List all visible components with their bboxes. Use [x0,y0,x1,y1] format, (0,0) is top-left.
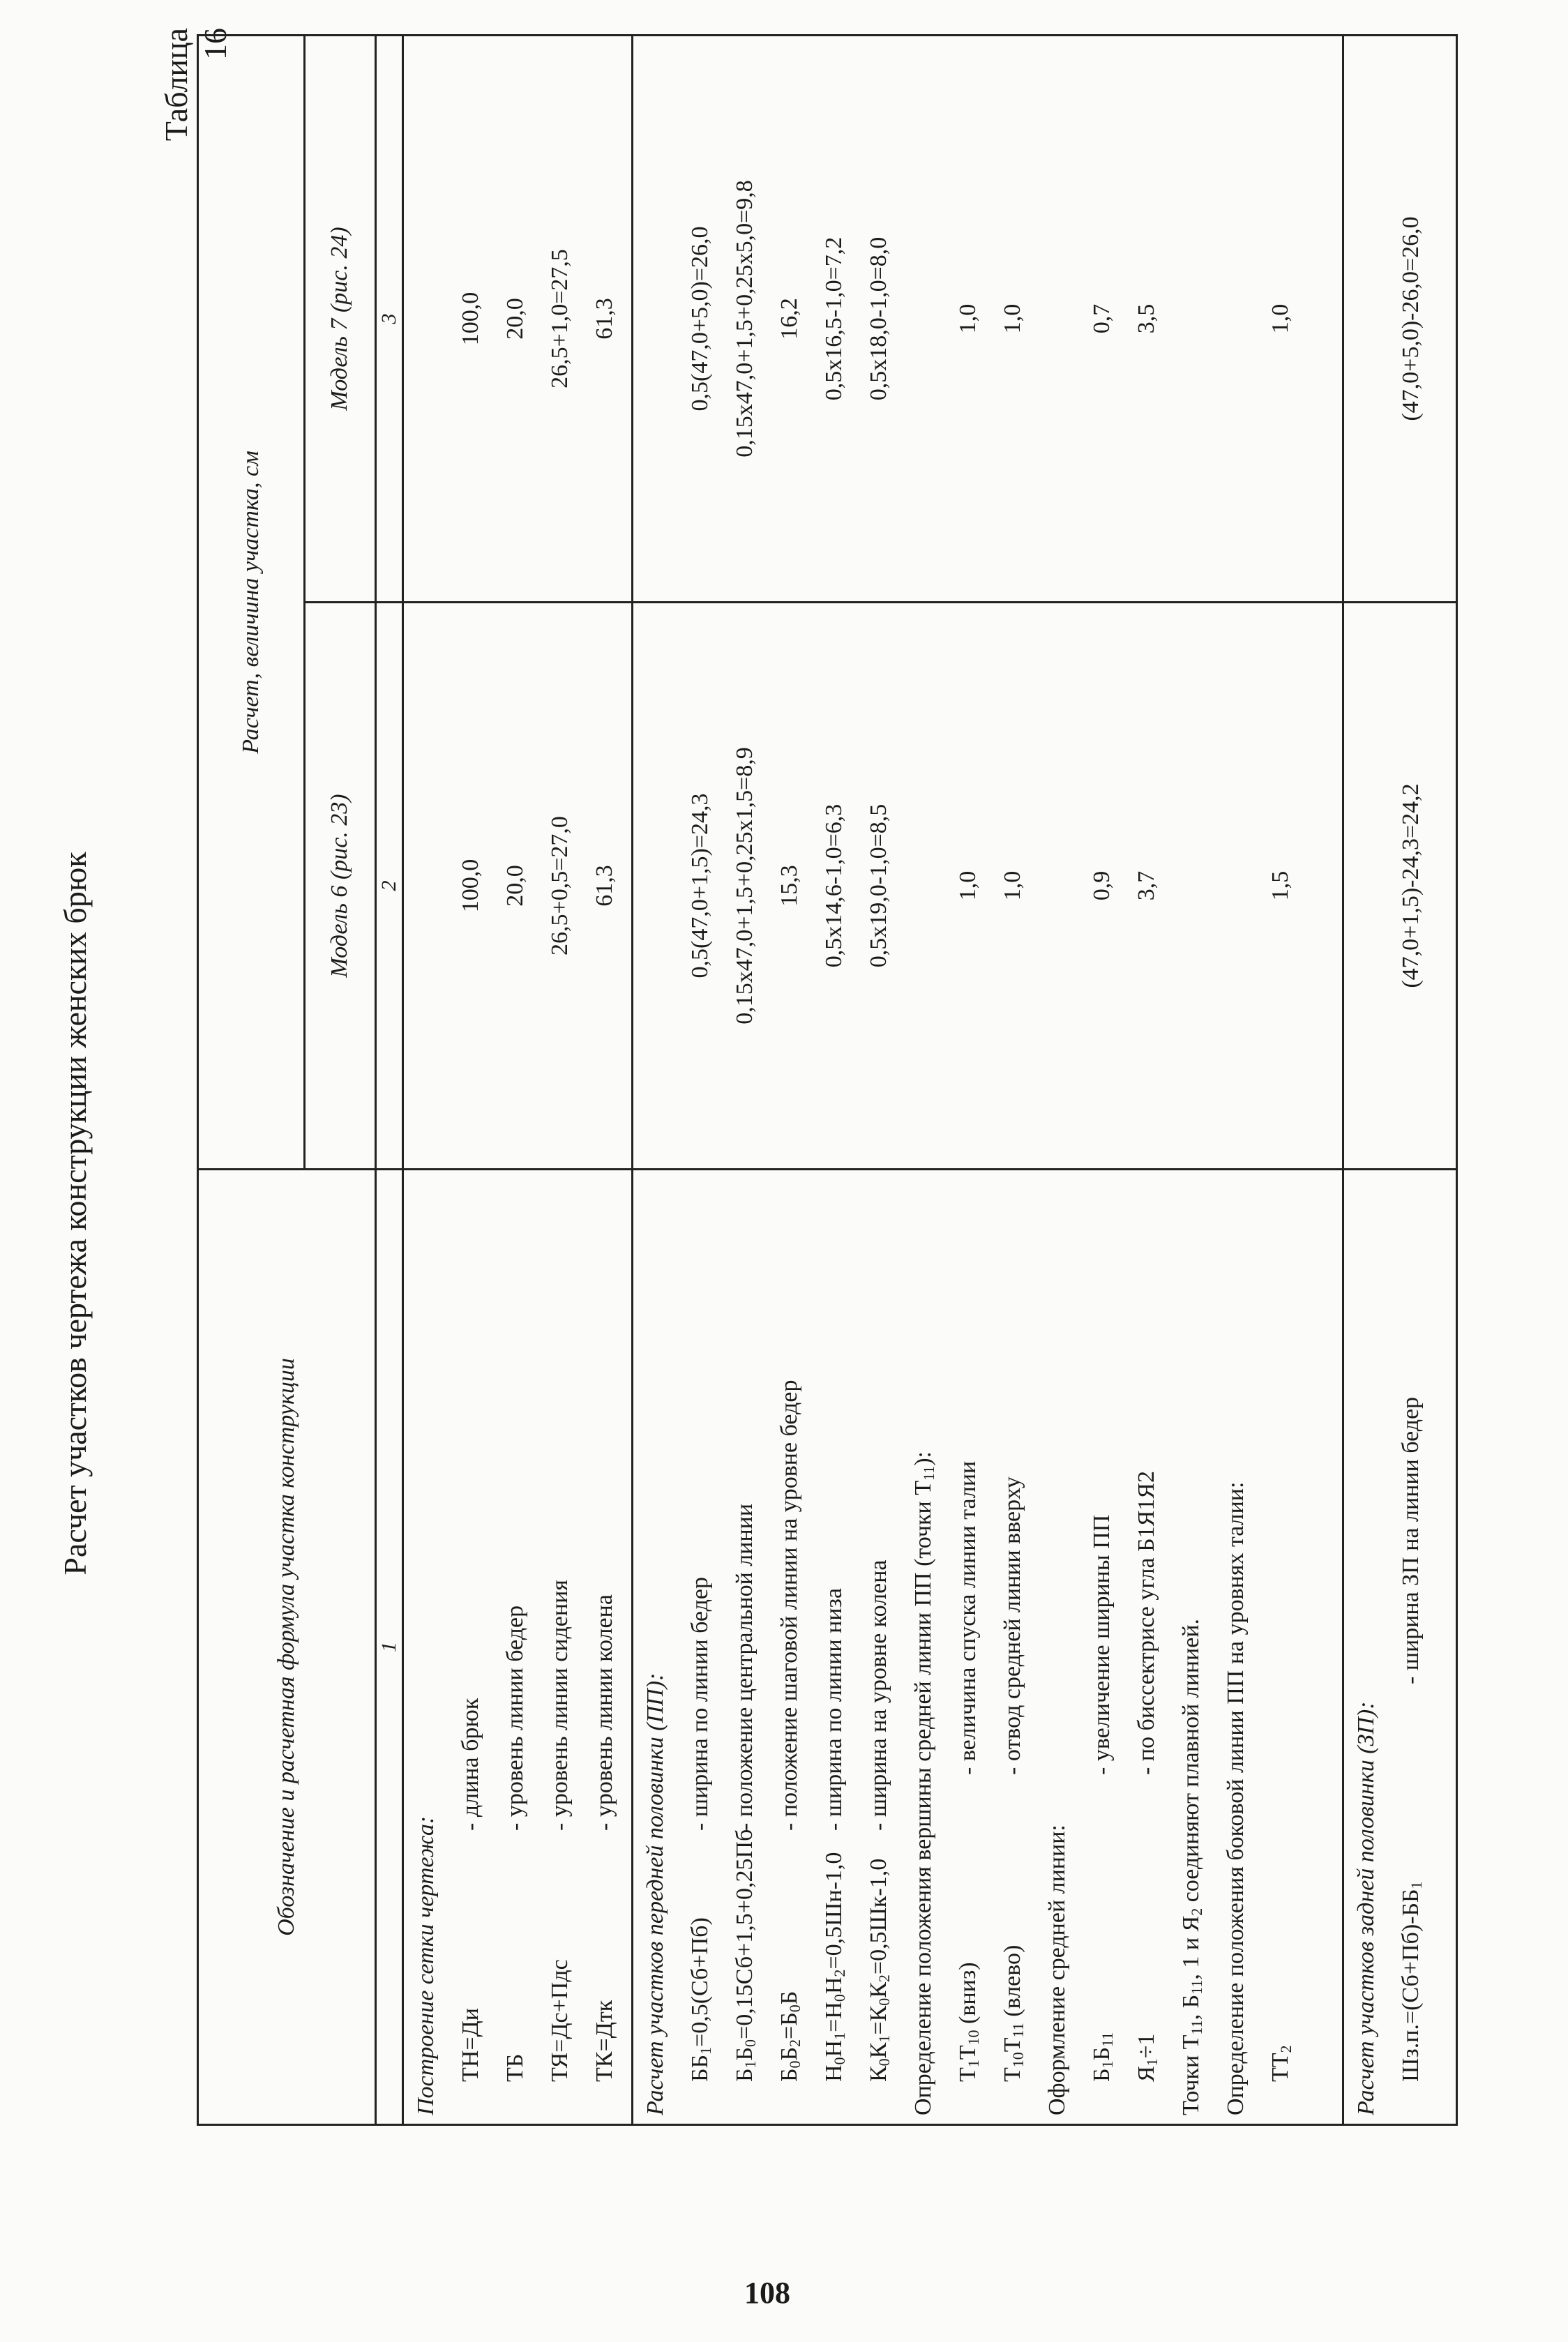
value-model-6: 20,0 [502,865,529,907]
model-6-cell [403,603,633,1170]
header-model-6: Модель 6 (рис. 23) [304,603,375,1170]
value-model-7: 100,0 [458,292,484,346]
formula-description: - положение центральной линии [732,1503,758,1831]
model-7-cell [403,35,633,602]
value-model-6: 0,5х14,6-1,0=6,3 [821,803,847,968]
formula-description: - длина брюк [458,1698,484,1831]
formula-label: $Б_1Б_0=0,15Сб+1,5+0,25Пб$ [732,1829,760,2082]
value-model-7: 16,2 [776,298,803,340]
note-line: Определение положения боковой линии ПП на уровнях талии: [1223,1481,1249,2115]
formula-description: - уровень линии бедер [502,1605,529,1831]
table-row [723,1170,767,2124]
model-7-cell [633,35,1343,602]
formula-description: - ширина по линии низа [821,1587,847,1831]
formula-cell [1343,1170,1457,2125]
formula-description: - увеличение ширины ПП [1089,1514,1115,1775]
formula-description: - уровень линии сидения [547,1580,573,1831]
value-model-6: (47,0+1,5)-24,3=24,2 [1398,783,1424,988]
formula-description: - ширина по линии бедер [687,1576,714,1831]
table-row [448,1170,493,2124]
value-model-7: 3,5 [1133,303,1160,334]
formula-label: $Т_{10}Т_{11}$ (влево) [1000,1944,1027,2082]
value-model-6: 1,0 [1000,870,1026,901]
model-6-cell [1343,603,1457,1170]
formula-label: $Шз.п.=(Сб+Пб)-ББ_1$ [1398,1881,1426,2082]
value-model-6: 0,15х47,0+1,5+0,25х1,5=8,9 [732,747,758,1025]
formula-label: $ББ_1=0,5(Сб+Пб)$ [687,1917,715,2082]
note-line: Определение положения вершины средней линии ПП (точки $Т_{11}$): [910,1451,938,2115]
rotated-page [56,28,1562,2246]
table-row [1080,1170,1124,2124]
page-title: Расчет участков чертежа конструкции женских брюк [57,852,93,1576]
formula-cell [633,1170,1343,2125]
value-model-7: 1,0 [1000,303,1026,334]
formula-description: - величина спуска линии талии [955,1460,981,1775]
formula-cell [403,1170,633,2125]
value-model-7: 26,5+1,0=27,5 [547,249,573,388]
model-7-cell [1343,35,1457,602]
value-model-7: 0,5(47,0+5,0)=26,0 [687,226,714,411]
table-row [493,1170,538,2124]
table-row [678,1170,723,2124]
value-model-6: 1,5 [1267,870,1294,901]
value-model-7: 20,0 [502,298,529,340]
formula-label: ТЯ=Дс+Пдс [547,1959,573,2082]
model-6-cell [633,603,1343,1170]
value-model-7: 61,3 [591,298,618,340]
table-row [857,1170,901,2124]
section-heading: Построение сетки чертежа: [413,1815,439,2115]
column-number-1: 1 [375,1170,403,2125]
table-row [1389,1170,1433,2124]
table-row [767,1170,812,2124]
value-model-7: (47,0+5,0)-26,0=26,0 [1398,216,1424,421]
value-model-7: 0,7 [1089,303,1115,334]
formula-description: - ширина на уровне колена [866,1559,892,1831]
table-row [946,1170,990,2124]
formula-description: - по биссектрисе угла Б1Я1Я2 [1133,1471,1160,1775]
table-row [812,1170,857,2124]
value-model-6: 0,5(47,0+1,5)=24,3 [687,793,714,979]
value-model-6: 26,5+0,5=27,0 [547,816,573,955]
formula-label: $ТТ_2$ [1267,2045,1295,2082]
value-model-6: 61,3 [591,865,618,907]
calc-table [197,34,1458,2126]
formula-label: $Т_1Т_{10}$ (вниз) [955,1962,983,2082]
formula-description: - уровень линии колена [591,1594,618,1831]
header-calc: Расчет, величина участка, см [198,35,305,1169]
table-row [1258,1170,1303,2124]
value-model-6: 1,0 [955,870,981,901]
table-row [990,1170,1035,2124]
formula-description: - отвод средней линии вверху [1000,1476,1026,1775]
formula-label: $Я_1\div 1$ [1133,2033,1161,2082]
table-label: Таблица 16 [158,28,233,142]
formula-label: $К_0К_1=К_0К_2=0,5Шк-1,0$ [866,1858,894,2082]
value-model-7: 0,5х16,5-1,0=7,2 [821,236,847,401]
section-heading: Расчет участков передней половинки (ПП): [642,1672,669,2115]
value-model-6: 0,5х19,0-1,0=8,5 [866,803,892,968]
formula-label: ТБ [502,2053,529,2082]
value-model-7: 1,0 [1267,303,1294,334]
value-model-6: 100,0 [458,859,484,913]
table-row [582,1170,627,2124]
note-line: Точки $Т_{11}$, $Б_{11}$, 1 и $Я_2$ соединяют плавной линией. [1178,1618,1206,2115]
value-model-6: 15,3 [776,865,803,907]
value-model-7: 0,5х18,0-1,0=8,0 [866,236,892,401]
section-heading: Расчет участков задней половинки (ЗП): [1353,1701,1380,2115]
table-body [403,35,1457,2124]
value-model-7: 1,0 [955,303,981,334]
header-model-7: Модель 7 (рис. 24) [304,35,375,602]
formula-description: - положение шаговой линии на уровне бедер [776,1380,803,1831]
header-formula: Обозначение и расчетная формула участка конструкции [198,1170,376,2125]
table-row [538,1170,582,2124]
formula-label: $Н_0Н_1=Н_0Н_2=0,5Шн-1,0$ [821,1852,849,2082]
value-model-6: 0,9 [1089,870,1115,901]
formula-label: $Б_1Б_{11}$ [1089,2032,1117,2082]
value-model-6: 3,7 [1133,870,1160,901]
note-line: Оформление средней линии: [1044,1825,1071,2115]
formula-label: $Б_0Б_2=Б_0Б$ [776,1990,804,2082]
formula-description: - ширина ЗП на линии бедер [1398,1396,1424,1684]
table-row [1124,1170,1169,2124]
formula-label: ТК=Дтк [591,2000,618,2082]
column-number-2: 2 [375,603,403,1170]
page-number: 108 [744,2276,790,2310]
column-number-3: 3 [375,35,403,602]
value-model-7: 0,15х47,0+1,5+0,25х5,0=9,8 [732,180,758,458]
formula-label: ТН=Ди [458,2008,484,2082]
